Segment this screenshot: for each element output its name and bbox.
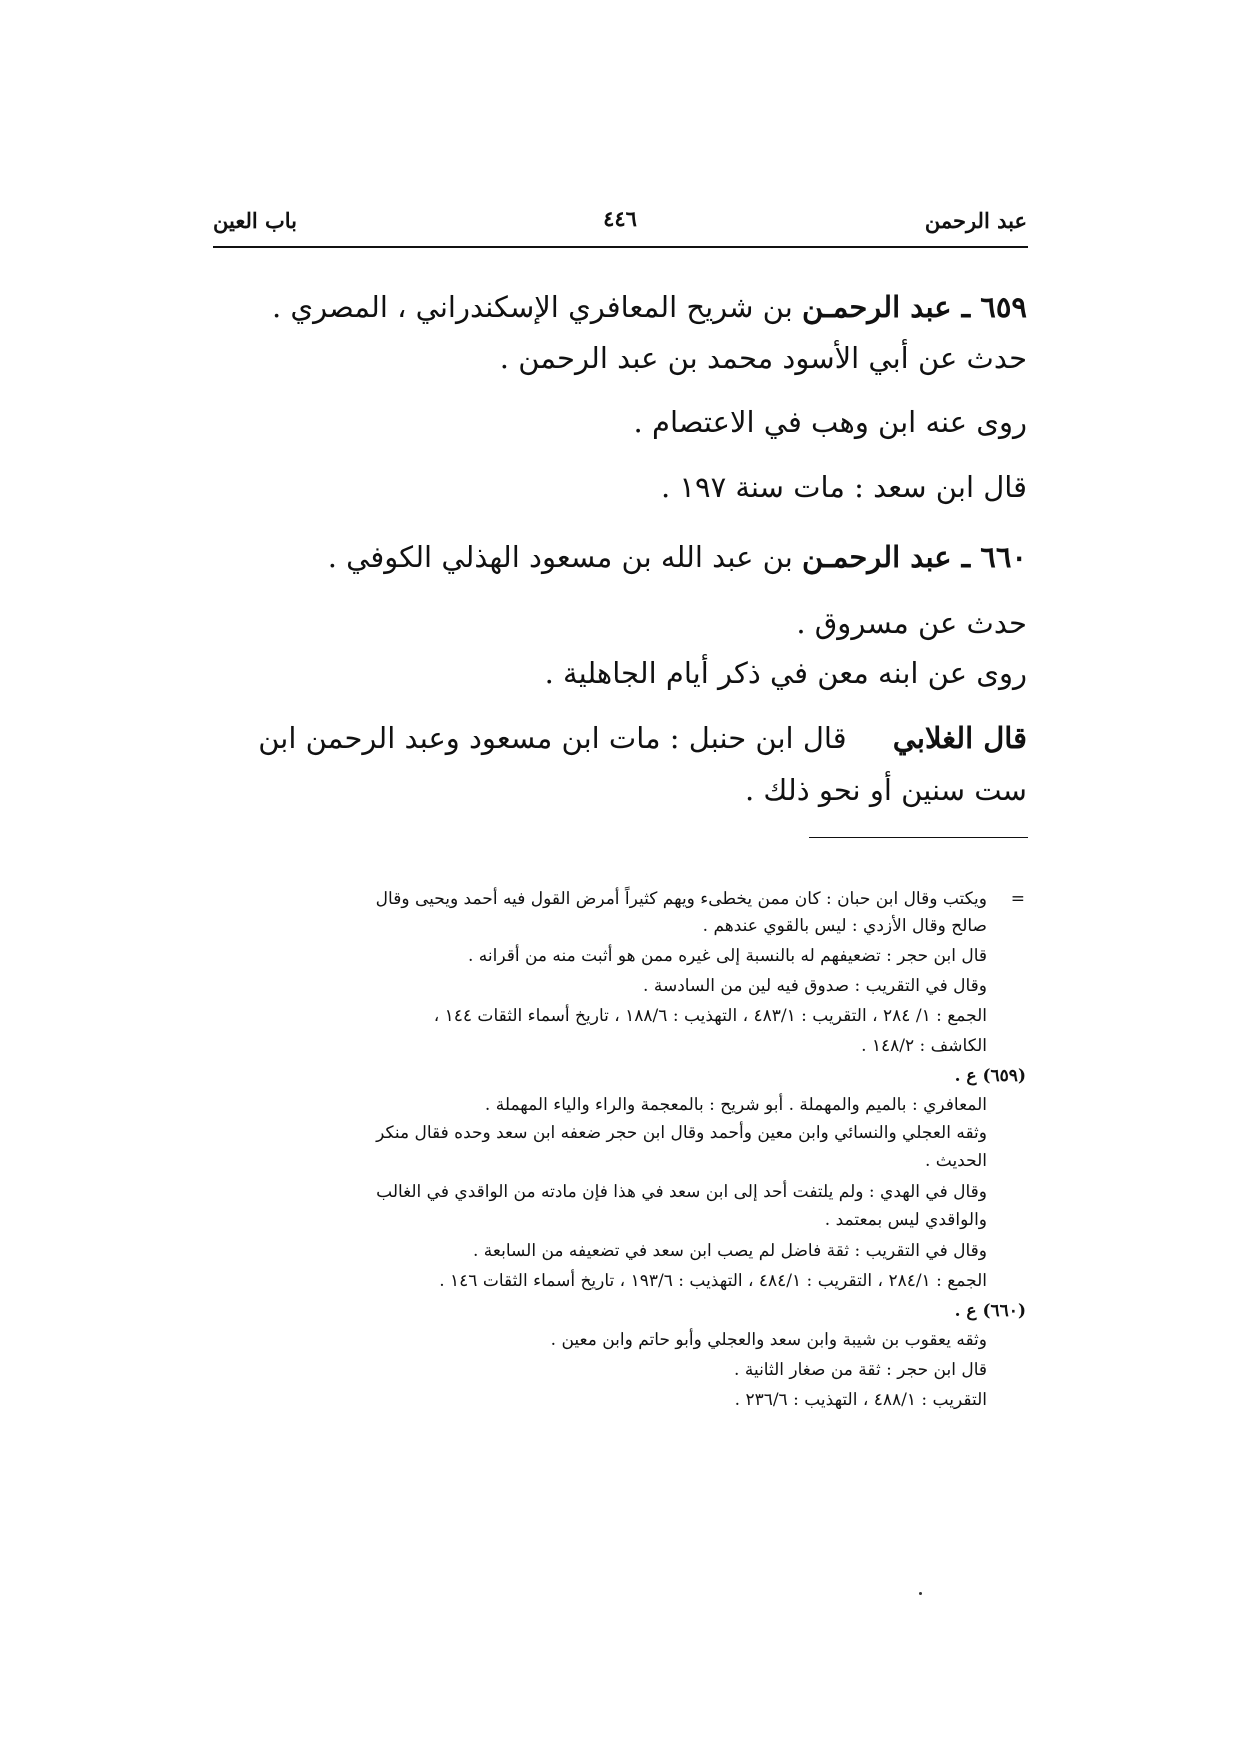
footnote-line: المعافري : بالميم والمهملة . أبو شريح : بالمعجمة والراء والياء المهملة .	[484, 1095, 987, 1115]
footnote-line: التقريب : ٤٨٨/١ ، التهذيب : ٢٣٦/٦ .	[734, 1390, 987, 1410]
footnote-line: ويكتب وقال ابن حبان : كان ممن يخطىء ويهم كثيراً أمرض القول فيه أحمد ويحيى وقال	[375, 889, 987, 909]
footnote-line: قال ابن حجر : تضعيفهم له بالنسبة إلى غيره ممن هو أثبت منه من أقرانه .	[467, 946, 987, 966]
footnote-line: وقال في التقريب : ثقة فاضل لم يصب ابن سعد في تضعيفه من السابعة .	[472, 1241, 987, 1261]
running-header-title: عبد الرحمن	[924, 208, 1027, 233]
entry-659-line: روى عنه ابن وهب في الاعتصام .	[633, 405, 1027, 439]
entry-659-line: قال ابن سعد : مات سنة ١٩٧ .	[660, 470, 1027, 504]
footnote-line: قال ابن حجر : ثقة من صغار الثانية .	[734, 1360, 987, 1380]
footnote-line: والواقدي ليس بمعتمد .	[824, 1210, 987, 1230]
entry-659-line: حدث عن أبي الأسود محمد بن عبد الرحمن .	[499, 341, 1027, 375]
entry-660-quote-source: قال الغلابي	[892, 721, 1027, 755]
footnote-line: وقال في التقريب : صدوق فيه لين من السادسة .	[643, 976, 987, 996]
entry-659-number-name: ٦٥٩ ـ عبد الرحمـن	[802, 290, 1027, 324]
entry-660-line: حدث عن مسروق .	[796, 606, 1027, 640]
footnote-line: وثقه يعقوب بن شيبة وابن سعد والعجلي وأبو حاتم وابن معين .	[550, 1330, 987, 1350]
footnote-line: وقال في الهدي : ولم يلتفت أحد إلى ابن سعد في هذا فإن مادته من الواقدي في الغالب	[376, 1182, 987, 1202]
footnote-line: الجمع : ٢٨٤/١ ، التقريب : ٤٨٤/١ ، التهذيب : ١٩٣/٦ ، تاريخ أسماء الثقات ١٤٦ .	[439, 1271, 987, 1291]
footnote-659-label: (٦٥٩) ع .	[954, 1066, 1026, 1086]
entry-660-quote-cont: ست سنين أو نحو ذلك .	[745, 773, 1027, 807]
footnote-line: وثقه العجلي والنسائي وابن معين وأحمد وقال ابن حجر ضعفه ابن سعد وحده فقال منكر	[376, 1123, 987, 1143]
footnote-rule	[809, 837, 1028, 838]
entry-660-quote	[258, 718, 1027, 758]
footnote-line: صالح وقال الأزدي : ليس بالقوي عندهم .	[702, 916, 987, 936]
entry-660-number-name: ٦٦٠ ـ عبد الرحمـن	[802, 540, 1027, 574]
entry-659-heading	[272, 287, 1027, 327]
footnote-line: الجمع : ١/ ٢٨٤ ، التقريب : ٤٨٣/١ ، التهذيب : ١٨٨/٦ ، تاريخ أسماء الثقات ١٤٤ ،	[433, 1006, 987, 1026]
footnote-line: الكاشف : ١٤٨/٢ .	[861, 1036, 987, 1056]
header-rule	[213, 246, 1028, 248]
running-header-chapter: باب العين	[213, 208, 298, 233]
entry-660-quote-text: قال ابن حنبل : مات ابن مسعود وعبد الرحمن ابن	[258, 721, 847, 755]
footnote-660-label: (٦٦٠) ع .	[954, 1301, 1026, 1321]
footnote-continuation-mark: =	[1010, 889, 1025, 909]
entry-660-heading-rest: بن عبد الله بن مسعود الهذلي الكوفي .	[327, 540, 793, 574]
entry-660-line: روى عن ابنه معن في ذكر أيام الجاهلية .	[544, 656, 1027, 690]
footnote-line: الحديث .	[924, 1151, 987, 1171]
scan-speck	[919, 1592, 922, 1595]
entry-660-heading	[328, 537, 1027, 577]
page-number: ٤٤٦	[603, 206, 637, 231]
entry-659-heading-rest: بن شريح المعافري الإسكندراني ، المصري .	[271, 290, 793, 324]
